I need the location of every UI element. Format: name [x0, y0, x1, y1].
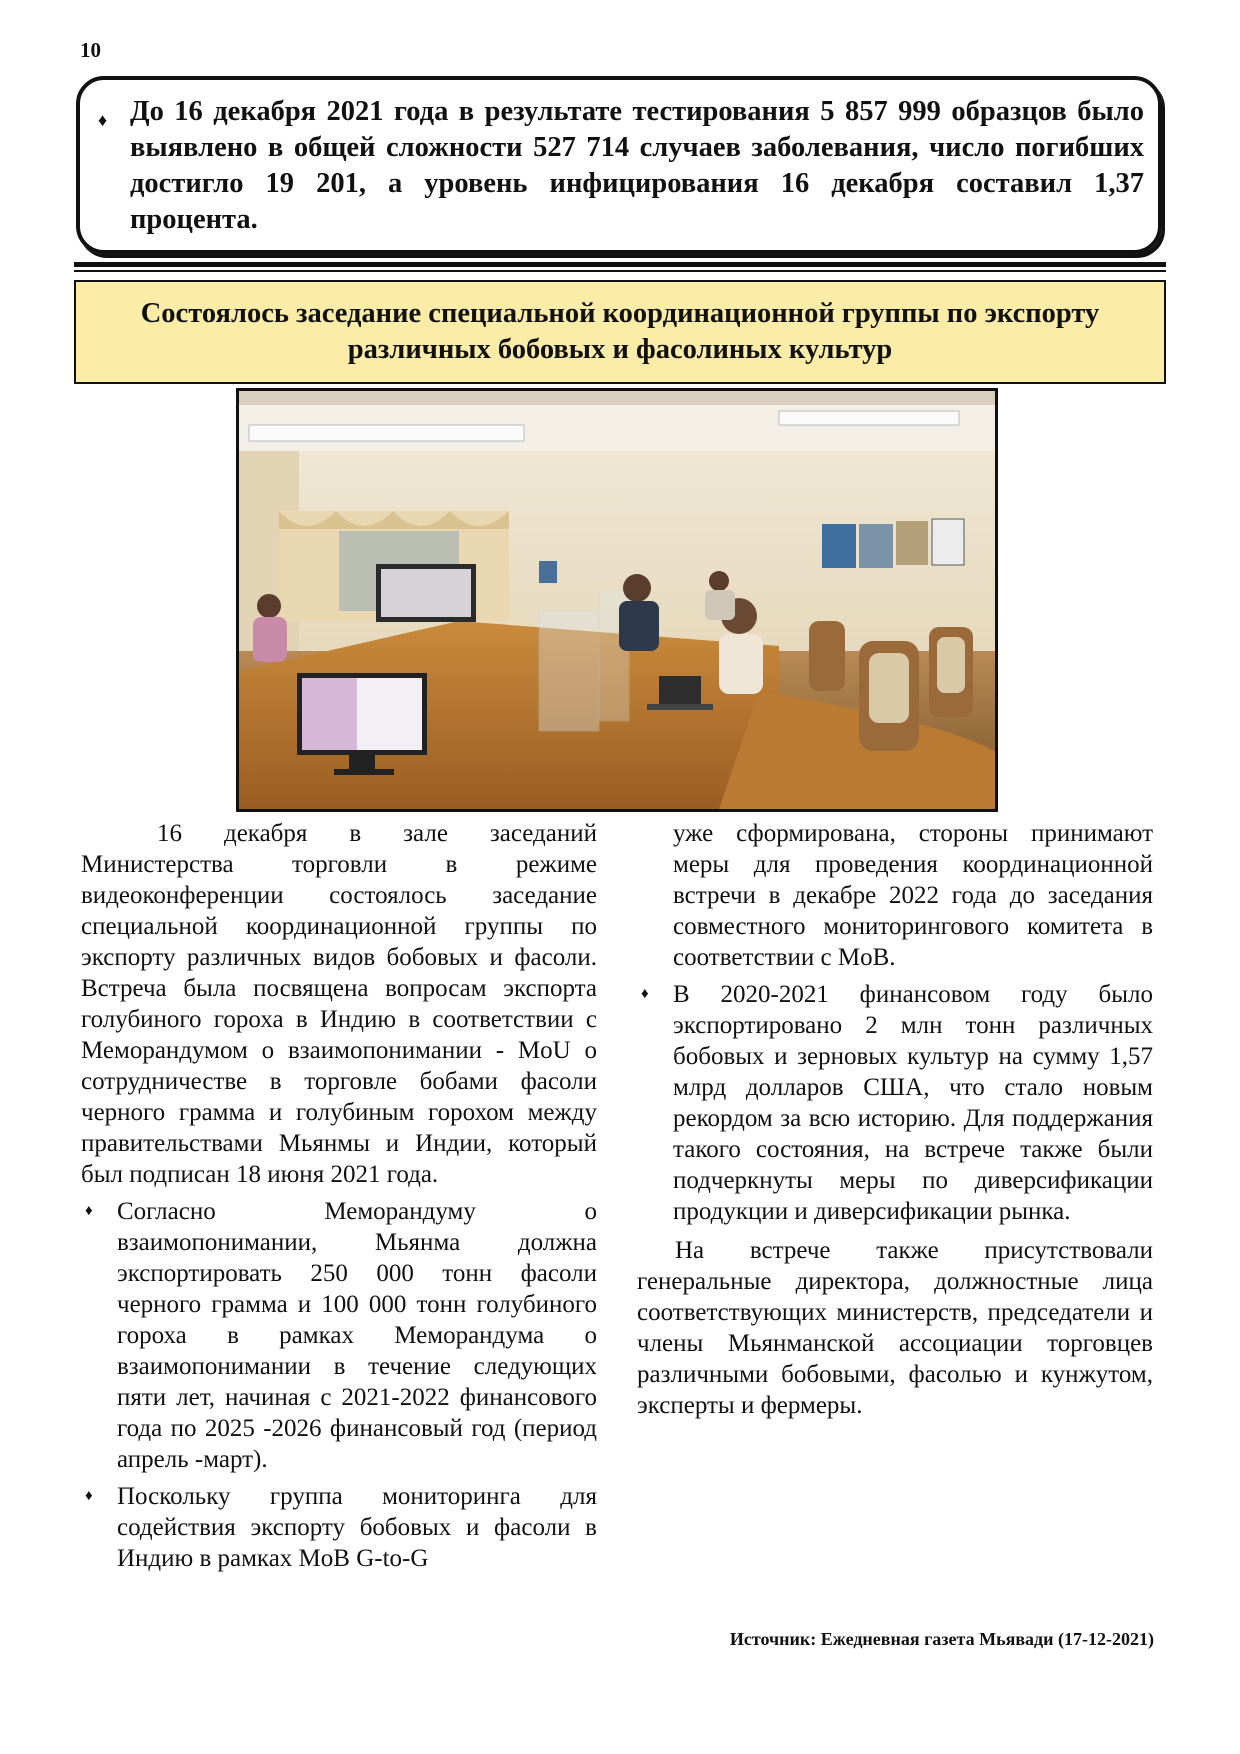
bullet-text: Поскольку группа мониторинга для содействия экспорту бобовых и фасоли в Индию в рамках MoB G-to-G: [117, 1483, 597, 1572]
bullet-text: Согласно Меморандуму о взаимопонимании, Мьянма должна экспортировать 250 000 тонн фасоли черного грамма и 100 000 тонн голубиного гороха в рамках Меморандума о взаимопонимании в течение следующих пяти лет, начиная с 2021-2022 финансового года по 2025 -2026 финансовый год (период апрель -март).: [117, 1198, 597, 1473]
divider-thin: [74, 270, 1166, 272]
bullet-icon: ♦: [85, 1203, 93, 1219]
bullet-item: [637, 979, 1153, 1227]
left-column: [81, 818, 597, 1574]
bullet-icon: ♦: [641, 986, 649, 1002]
meeting-photo-illustration: [239, 391, 995, 809]
article-source: Источник: Ежедневная газета Мьявади (17-12-2021): [729, 1629, 1154, 1649]
info-box-text: До 16 декабря 2021 года в результате тестирования 5 857 999 образцов было выявлено в общей сложности 527 714 случаев заболевания, число погибших достигло 19 201, а уровень инфицирования 16 декабря составил 1,37 процента.: [130, 96, 1144, 235]
info-box: [76, 76, 1162, 254]
bullet-text: В 2020-2021 финансовом году было экспортировано 2 млн тонн различных бобовых и зерновых культур на сумму 1,57 млрд долларов США, что стало новым рекордом за всю историю. Для поддержания такого состояния, на встрече также были подчеркнуты меры по диверсификации продукции и диверсификации рынка.: [673, 981, 1153, 1225]
bullet-icon: ♦: [98, 110, 108, 130]
article-closing: На встрече также присутствовали генеральные директора, должностные лица соответствующих министерств, председатели и члены Мьянманской ассоциации торговцев различными бобовыми, фасолью и кунжутом, эксперты и фермеры.: [637, 1237, 1153, 1419]
bullet-item: [81, 1481, 597, 1574]
bullet-text: уже сформирована, стороны принимают меры для проведения координационной встречи в декабре 2022 года до заседания совместного мониторингового комитета в соответствии с MoB.: [673, 820, 1153, 971]
bullet-continuation: [637, 818, 1153, 973]
meeting-photo: [236, 388, 998, 812]
page-number: 10: [80, 38, 101, 62]
right-column: [637, 818, 1153, 1421]
bullet-item: [81, 1196, 597, 1475]
bullet-icon: ♦: [85, 1488, 93, 1504]
article-title-box: [74, 280, 1166, 384]
divider-thick: [74, 262, 1166, 267]
article-intro: 16 декабря в зале заседаний Министерства торговли в режиме видеоконференции состоялось заседание специальной координационной группы по экспорту различных видов бобовых и фасоли. Встреча была посвящена вопросам экспорта голубиного гороха в Индию в соответствии с Меморандумом о взаимопонимании - MoU о сотрудничестве в торговле бобами фасоли черного грамма и голубиным горохом между правительствами Мьянмы и Индии, который был подписан 18 июня 2021 года.: [81, 820, 597, 1188]
article-title: Состоялось заседание специальной координационной группы по экспорту различных бобовых и фасолиных культур: [140, 298, 1100, 365]
